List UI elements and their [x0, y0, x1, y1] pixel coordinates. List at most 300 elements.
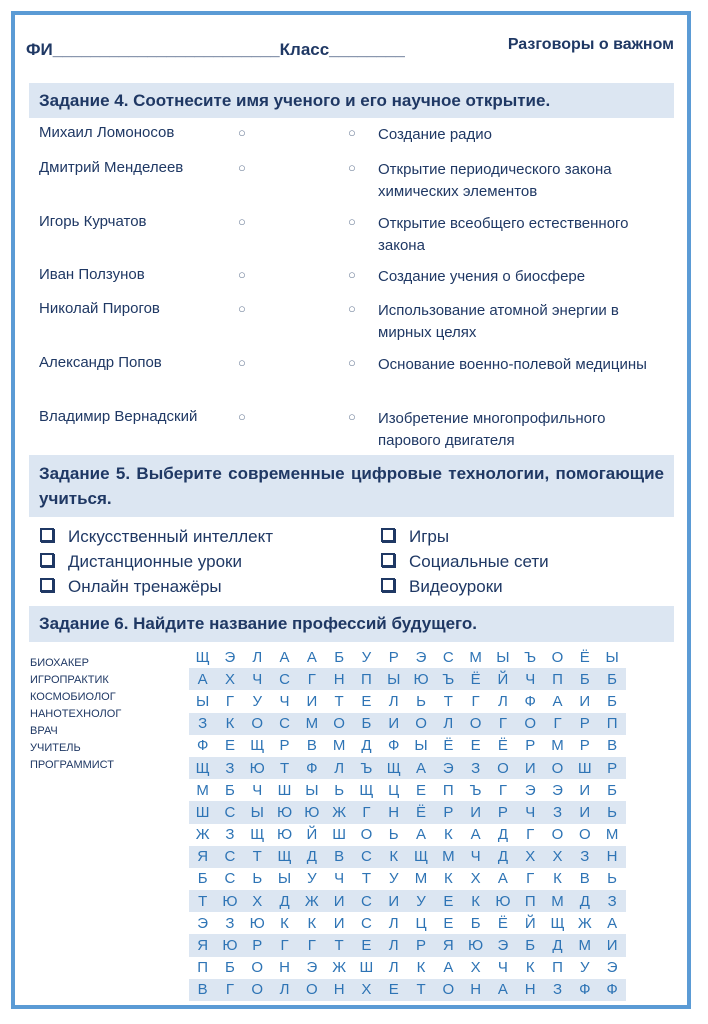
- grid-letter[interactable]: Н: [462, 979, 489, 1001]
- grid-letter[interactable]: С: [216, 846, 243, 868]
- grid-letter[interactable]: Т: [334, 692, 344, 710]
- grid-letter[interactable]: Н: [325, 979, 352, 1001]
- grid-letter[interactable]: А: [607, 914, 618, 932]
- scientist-name: Владимир Вернадский: [39, 408, 198, 425]
- grid-letter[interactable]: О: [407, 713, 434, 735]
- grid-letter[interactable]: Н: [598, 846, 625, 868]
- grid-letter[interactable]: Ч: [497, 959, 508, 977]
- grid-letter[interactable]: Г: [544, 713, 571, 735]
- grid-letter[interactable]: Л: [497, 692, 508, 710]
- grid-letter[interactable]: Г: [471, 692, 480, 710]
- checkbox[interactable]: [381, 553, 395, 567]
- grid-letter[interactable]: К: [443, 870, 453, 888]
- grid-letter[interactable]: С: [442, 648, 454, 666]
- grid-letter[interactable]: Щ: [550, 914, 565, 932]
- grid-letter[interactable]: Ё: [497, 737, 508, 755]
- grid-letter[interactable]: Ж: [298, 890, 325, 912]
- grid-letter[interactable]: М: [571, 934, 598, 956]
- grid-row: [189, 824, 626, 846]
- grid-letter[interactable]: Ж: [332, 959, 347, 977]
- grid-letter[interactable]: Ц: [415, 914, 427, 932]
- grid-letter[interactable]: Ё: [443, 737, 454, 755]
- grid-letter[interactable]: Щ: [250, 826, 265, 844]
- right-connector-icon[interactable]: ○: [348, 267, 356, 282]
- grid-letter[interactable]: А: [407, 757, 434, 779]
- left-connector-icon[interactable]: ○: [238, 267, 246, 282]
- checkbox[interactable]: [40, 553, 54, 567]
- grid-letter[interactable]: О: [544, 757, 571, 779]
- left-connector-icon[interactable]: ○: [238, 214, 246, 229]
- checkbox[interactable]: [40, 578, 54, 592]
- grid-letter[interactable]: Ю: [462, 934, 489, 956]
- grid-letter[interactable]: И: [306, 692, 318, 710]
- grid-letter[interactable]: З: [571, 846, 598, 868]
- grid-letter[interactable]: Б: [470, 914, 481, 932]
- grid-letter[interactable]: Э: [606, 959, 618, 977]
- grid-letter[interactable]: Л: [388, 914, 399, 932]
- grid-letter[interactable]: М: [298, 713, 325, 735]
- grid-letter[interactable]: И: [380, 713, 407, 735]
- grid-letter[interactable]: Б: [598, 668, 625, 690]
- grid-letter[interactable]: И: [598, 934, 625, 956]
- grid-letter[interactable]: С: [353, 890, 380, 912]
- grid-letter[interactable]: П: [598, 713, 625, 735]
- grid-letter[interactable]: К: [443, 826, 453, 844]
- grid-letter[interactable]: И: [579, 692, 591, 710]
- grid-letter[interactable]: Й: [306, 826, 318, 844]
- grid-letter[interactable]: Ё: [497, 914, 508, 932]
- grid-letter[interactable]: И: [325, 890, 352, 912]
- grid-letter[interactable]: Й: [489, 668, 516, 690]
- grid-letter[interactable]: П: [353, 668, 380, 690]
- checklist-item: [381, 549, 549, 574]
- grid-letter[interactable]: С: [361, 914, 372, 932]
- grid-letter[interactable]: Д: [361, 737, 372, 755]
- target-word: НАНОТЕХНОЛОГ: [30, 708, 122, 720]
- grid-letter[interactable]: О: [244, 979, 271, 1001]
- grid-letter[interactable]: Э: [489, 934, 516, 956]
- grid-letter[interactable]: Ш: [359, 959, 374, 977]
- grid-letter[interactable]: Р: [244, 934, 271, 956]
- left-connector-icon[interactable]: ○: [238, 409, 246, 424]
- grid-letter[interactable]: Д: [544, 934, 571, 956]
- grid-letter[interactable]: В: [189, 979, 216, 1001]
- grid-letter[interactable]: А: [189, 668, 216, 690]
- grid-row: [189, 868, 626, 890]
- grid-letter[interactable]: В: [607, 737, 618, 755]
- grid-letter[interactable]: Ё: [579, 648, 590, 666]
- grid-letter[interactable]: М: [605, 826, 619, 844]
- grid-letter[interactable]: Я: [189, 846, 216, 868]
- grid-letter[interactable]: И: [462, 801, 489, 823]
- grid-letter[interactable]: С: [224, 870, 236, 888]
- target-word: ВРАЧ: [30, 725, 58, 737]
- grid-letter[interactable]: Э: [552, 781, 563, 799]
- grid-letter[interactable]: Ф: [571, 979, 598, 1001]
- grid-letter[interactable]: Ц: [388, 781, 400, 799]
- grid-letter[interactable]: Т: [244, 846, 271, 868]
- grid-letter[interactable]: Я: [189, 934, 216, 956]
- grid-letter[interactable]: О: [489, 757, 516, 779]
- grid-letter[interactable]: Ф: [524, 692, 536, 710]
- grid-letter[interactable]: Г: [216, 979, 243, 1001]
- grid-letter[interactable]: Л: [388, 959, 399, 977]
- grid-letter[interactable]: Т: [361, 870, 372, 888]
- grid-letter[interactable]: Ж: [325, 801, 352, 823]
- discovery-text: Создание учения о биосфере: [378, 268, 586, 285]
- grid-letter[interactable]: Ь: [598, 801, 625, 823]
- grid-row: [189, 668, 626, 690]
- checklist-item: [40, 574, 273, 599]
- grid-letter[interactable]: З: [225, 826, 235, 844]
- grid-letter[interactable]: З: [544, 801, 571, 823]
- grid-letter[interactable]: Ю: [216, 890, 243, 912]
- grid-letter[interactable]: Б: [517, 934, 544, 956]
- target-word: УЧИТЕЛЬ: [30, 742, 81, 754]
- grid-letter[interactable]: Ш: [277, 781, 292, 799]
- grid-letter[interactable]: Б: [225, 959, 235, 977]
- grid-letter[interactable]: Б: [607, 692, 618, 710]
- grid-letter[interactable]: О: [578, 826, 591, 844]
- grid-letter[interactable]: Ъ: [353, 757, 380, 779]
- grid-letter[interactable]: И: [579, 781, 591, 799]
- grid-letter[interactable]: Л: [380, 934, 407, 956]
- grid-letter[interactable]: Б: [607, 781, 618, 799]
- grid-letter[interactable]: Ю: [407, 668, 434, 690]
- grid-letter[interactable]: П: [544, 668, 571, 690]
- grid-letter[interactable]: Е: [380, 979, 407, 1001]
- grid-letter[interactable]: Ч: [517, 801, 544, 823]
- grid-letter[interactable]: Т: [407, 979, 434, 1001]
- grid-letter[interactable]: Р: [435, 801, 462, 823]
- grid-letter[interactable]: Г: [353, 801, 380, 823]
- grid-letter[interactable]: Ь: [252, 870, 263, 888]
- grid-letter[interactable]: Б: [225, 781, 235, 799]
- grid-letter[interactable]: Д: [271, 890, 298, 912]
- task6-title: Задание 6. Найдите название профессий будущего.: [29, 606, 674, 642]
- grid-letter[interactable]: Б: [197, 870, 208, 888]
- grid-letter[interactable]: З: [225, 914, 235, 932]
- grid-letter[interactable]: Б: [571, 668, 598, 690]
- grid-letter[interactable]: Ю: [298, 801, 325, 823]
- grid-letter[interactable]: А: [489, 979, 516, 1001]
- scientist-name: Иван Ползунов: [39, 266, 145, 283]
- grid-letter[interactable]: А: [279, 648, 290, 666]
- grid-letter[interactable]: Р: [388, 648, 399, 666]
- grid-letter[interactable]: Р: [571, 713, 598, 735]
- grid-letter[interactable]: Ы: [244, 801, 271, 823]
- grid-letter[interactable]: И: [380, 890, 407, 912]
- grid-letter[interactable]: Д: [298, 846, 325, 868]
- grid-letter[interactable]: А: [443, 959, 454, 977]
- grid-letter[interactable]: М: [435, 846, 462, 868]
- grid-letter[interactable]: И: [571, 801, 598, 823]
- grid-letter[interactable]: Й: [524, 914, 536, 932]
- grid-letter[interactable]: О: [435, 979, 462, 1001]
- right-connector-icon[interactable]: ○: [348, 125, 356, 140]
- grid-letter[interactable]: Ю: [271, 801, 298, 823]
- grid-letter[interactable]: Г: [498, 781, 507, 799]
- grid-letter[interactable]: Ь: [388, 826, 399, 844]
- checkbox[interactable]: [381, 528, 395, 542]
- grid-letter[interactable]: Ю: [249, 914, 265, 932]
- grid-letter[interactable]: Ф: [196, 737, 209, 755]
- grid-letter[interactable]: Д: [571, 890, 598, 912]
- grid-letter[interactable]: Щ: [359, 781, 374, 799]
- grid-letter[interactable]: З: [189, 713, 216, 735]
- grid-letter[interactable]: К: [307, 914, 317, 932]
- grid-letter[interactable]: К: [280, 914, 289, 932]
- grid-letter[interactable]: С: [271, 713, 298, 735]
- grid-row: [189, 890, 626, 912]
- grid-letter[interactable]: Э: [415, 648, 427, 666]
- right-connector-icon[interactable]: ○: [348, 214, 356, 229]
- grid-letter[interactable]: Ы: [605, 648, 619, 666]
- grid-letter[interactable]: Ч: [279, 692, 290, 710]
- grid-letter[interactable]: Ю: [244, 757, 271, 779]
- right-connector-icon[interactable]: ○: [348, 409, 356, 424]
- grid-letter[interactable]: Э: [197, 914, 209, 932]
- grid-letter[interactable]: П: [552, 959, 563, 977]
- checklist-label: Социальные сети: [409, 552, 549, 571]
- grid-letter[interactable]: У: [307, 870, 317, 888]
- grid-letter[interactable]: С: [353, 846, 380, 868]
- grid-letter[interactable]: И: [333, 914, 345, 932]
- grid-letter[interactable]: У: [407, 890, 434, 912]
- grid-letter[interactable]: Х: [544, 846, 571, 868]
- grid-letter[interactable]: Б: [334, 648, 345, 666]
- grid-letter[interactable]: Ч: [252, 781, 263, 799]
- grid-letter[interactable]: Щ: [380, 757, 407, 779]
- grid-letter[interactable]: М: [332, 737, 346, 755]
- grid-letter[interactable]: А: [416, 826, 427, 844]
- grid-letter[interactable]: Э: [224, 648, 236, 666]
- grid-letter[interactable]: Е: [470, 737, 481, 755]
- grid-letter[interactable]: О: [517, 713, 544, 735]
- grid-letter[interactable]: А: [497, 870, 508, 888]
- grid-letter[interactable]: Ч: [517, 668, 544, 690]
- grid-letter[interactable]: К: [416, 959, 426, 977]
- grid-letter[interactable]: Ъ: [435, 668, 462, 690]
- grid-letter[interactable]: Ж: [195, 826, 210, 844]
- grid-letter[interactable]: Т: [189, 890, 216, 912]
- grid-letter[interactable]: Г: [489, 713, 516, 735]
- grid-letter[interactable]: Ж: [577, 914, 592, 932]
- grid-letter[interactable]: З: [216, 757, 243, 779]
- grid-letter[interactable]: Ф: [388, 737, 400, 755]
- grid-letter[interactable]: Р: [525, 737, 536, 755]
- grid-letter[interactable]: Ы: [380, 668, 407, 690]
- grid-letter[interactable]: Ь: [607, 870, 618, 888]
- grid-letter[interactable]: П: [197, 959, 209, 977]
- grid-row: [189, 912, 626, 934]
- scientist-name: Дмитрий Менделеев: [39, 159, 184, 176]
- grid-letter[interactable]: Э: [306, 959, 318, 977]
- grid-letter[interactable]: Ё: [407, 801, 434, 823]
- grid-letter[interactable]: Ъ: [469, 781, 482, 799]
- grid-letter[interactable]: Т: [325, 934, 352, 956]
- grid-letter[interactable]: Д: [489, 846, 516, 868]
- grid-letter[interactable]: Р: [407, 934, 434, 956]
- grid-letter[interactable]: О: [325, 713, 352, 735]
- grid-letter[interactable]: З: [462, 757, 489, 779]
- grid-letter[interactable]: Е: [353, 934, 380, 956]
- grid-letter[interactable]: Р: [489, 801, 516, 823]
- grid-letter[interactable]: Ы: [496, 648, 510, 666]
- grid-letter[interactable]: Е: [435, 890, 462, 912]
- target-word: ИГРОПРАКТИК: [30, 674, 109, 686]
- grid-letter[interactable]: Х: [353, 979, 380, 1001]
- grid-letter[interactable]: Л: [435, 713, 462, 735]
- grid-letter[interactable]: Щ: [250, 737, 265, 755]
- grid-letter[interactable]: Э: [435, 757, 462, 779]
- grid-letter[interactable]: Т: [443, 692, 453, 710]
- grid-letter[interactable]: Л: [271, 979, 298, 1001]
- grid-letter[interactable]: У: [361, 648, 372, 666]
- grid-letter[interactable]: Ю: [216, 934, 243, 956]
- grid-letter[interactable]: В: [579, 870, 590, 888]
- grid-letter[interactable]: Ю: [276, 826, 293, 844]
- grid-letter[interactable]: Д: [497, 826, 508, 844]
- grid-letter[interactable]: Г: [225, 692, 234, 710]
- grid-letter[interactable]: Н: [517, 979, 544, 1001]
- grid-letter[interactable]: Х: [244, 890, 271, 912]
- grid-letter[interactable]: А: [306, 648, 317, 666]
- right-connector-icon[interactable]: ○: [348, 160, 356, 175]
- left-connector-icon[interactable]: ○: [238, 355, 246, 370]
- grid-letter[interactable]: Л: [252, 648, 263, 666]
- scientist-name: Михаил Ломоносов: [39, 124, 175, 141]
- grid-letter[interactable]: С: [216, 801, 243, 823]
- grid-letter[interactable]: У: [252, 692, 262, 710]
- grid-letter[interactable]: Ь: [416, 692, 426, 710]
- grid-letter[interactable]: Э: [524, 781, 536, 799]
- grid-letter[interactable]: К: [525, 959, 535, 977]
- grid-letter[interactable]: П: [442, 781, 454, 799]
- grid-letter[interactable]: Н: [279, 959, 290, 977]
- grid-letter[interactable]: К: [462, 890, 489, 912]
- grid-letter[interactable]: Г: [298, 668, 325, 690]
- grid-letter[interactable]: Ф: [598, 979, 625, 1001]
- grid-letter[interactable]: Ъ: [524, 648, 537, 666]
- grid-letter[interactable]: Г: [526, 870, 535, 888]
- left-connector-icon[interactable]: ○: [238, 160, 246, 175]
- grid-letter[interactable]: Ш: [332, 826, 346, 844]
- grid-letter[interactable]: М: [544, 890, 571, 912]
- grid-letter[interactable]: В: [325, 846, 352, 868]
- grid-letter[interactable]: Ч: [244, 668, 271, 690]
- grid-letter[interactable]: Ё: [462, 668, 489, 690]
- grid-letter[interactable]: Р: [579, 737, 590, 755]
- grid-letter[interactable]: А: [470, 826, 481, 844]
- grid-letter[interactable]: Щ: [189, 757, 216, 779]
- grid-letter[interactable]: Ы: [196, 692, 210, 710]
- grid-row: [189, 779, 626, 801]
- grid-letter[interactable]: Р: [598, 757, 625, 779]
- grid-letter[interactable]: Ю: [489, 890, 516, 912]
- grid-letter[interactable]: Т: [271, 757, 298, 779]
- grid-letter[interactable]: Н: [325, 668, 352, 690]
- grid-letter[interactable]: Е: [443, 914, 454, 932]
- grid-letter[interactable]: Щ: [407, 846, 434, 868]
- target-word: БИОХАКЕР: [30, 657, 89, 669]
- grid-letter[interactable]: Ш: [189, 801, 216, 823]
- grid-letter[interactable]: О: [298, 979, 325, 1001]
- grid-letter[interactable]: Х: [470, 870, 481, 888]
- grid-letter[interactable]: Ы: [305, 781, 319, 799]
- grid-letter[interactable]: К: [553, 870, 562, 888]
- grid-letter[interactable]: Я: [435, 934, 462, 956]
- grid-letter[interactable]: Ы: [277, 870, 292, 888]
- grid-letter[interactable]: Щ: [271, 846, 298, 868]
- grid-letter[interactable]: Е: [361, 692, 372, 710]
- checklist-label: Дистанционные уроки: [68, 552, 242, 571]
- grid-letter[interactable]: О: [551, 648, 564, 666]
- grid-letter[interactable]: Ь: [334, 781, 345, 799]
- grid-letter[interactable]: О: [360, 826, 373, 844]
- grid-letter[interactable]: У: [580, 959, 590, 977]
- grid-letter[interactable]: С: [271, 668, 298, 690]
- name-class-line: ФИ________________________Класс________: [26, 40, 405, 59]
- grid-letter[interactable]: Б: [353, 713, 380, 735]
- grid-letter[interactable]: Л: [325, 757, 352, 779]
- grid-letter[interactable]: О: [251, 959, 264, 977]
- grid-letter[interactable]: М: [469, 648, 482, 666]
- grid-row: [189, 646, 626, 668]
- left-connector-icon[interactable]: ○: [238, 301, 246, 316]
- grid-letter[interactable]: М: [414, 870, 428, 888]
- grid-letter[interactable]: В: [306, 737, 317, 755]
- grid-letter[interactable]: А: [552, 692, 563, 710]
- grid-letter[interactable]: Ш: [571, 757, 598, 779]
- grid-letter[interactable]: З: [598, 890, 625, 912]
- left-connector-icon[interactable]: ○: [238, 125, 246, 140]
- grid-letter[interactable]: Ы: [414, 737, 428, 755]
- grid-letter[interactable]: К: [216, 713, 243, 735]
- grid-letter[interactable]: Е: [416, 781, 427, 799]
- grid-letter[interactable]: Г: [271, 934, 298, 956]
- grid-letter[interactable]: О: [244, 713, 271, 735]
- grid-letter[interactable]: Н: [380, 801, 407, 823]
- checklist-label: Видеоуроки: [409, 577, 503, 596]
- checkbox[interactable]: [381, 578, 395, 592]
- right-connector-icon[interactable]: ○: [348, 355, 356, 370]
- grid-letter[interactable]: О: [462, 713, 489, 735]
- right-connector-icon[interactable]: ○: [348, 301, 356, 316]
- grid-letter[interactable]: П: [517, 890, 544, 912]
- grid-letter[interactable]: Г: [526, 826, 535, 844]
- grid-letter[interactable]: З: [544, 979, 571, 1001]
- grid-letter[interactable]: Ч: [462, 846, 489, 868]
- grid-letter[interactable]: О: [551, 826, 564, 844]
- checkbox[interactable]: [40, 528, 54, 542]
- grid-letter[interactable]: Е: [224, 737, 235, 755]
- grid-letter[interactable]: М: [196, 781, 209, 799]
- grid-letter[interactable]: Ф: [298, 757, 325, 779]
- grid-letter[interactable]: Х: [517, 846, 544, 868]
- grid-letter[interactable]: Г: [298, 934, 325, 956]
- grid-letter[interactable]: Х: [470, 959, 481, 977]
- grid-letter[interactable]: Х: [216, 668, 243, 690]
- grid-letter[interactable]: Ч: [334, 870, 345, 888]
- grid-letter[interactable]: Щ: [195, 648, 210, 666]
- grid-letter[interactable]: М: [551, 737, 564, 755]
- grid-letter[interactable]: К: [380, 846, 407, 868]
- grid-letter[interactable]: И: [517, 757, 544, 779]
- grid-letter[interactable]: Л: [388, 692, 399, 710]
- grid-letter[interactable]: У: [388, 870, 399, 888]
- grid-letter[interactable]: Р: [279, 737, 290, 755]
